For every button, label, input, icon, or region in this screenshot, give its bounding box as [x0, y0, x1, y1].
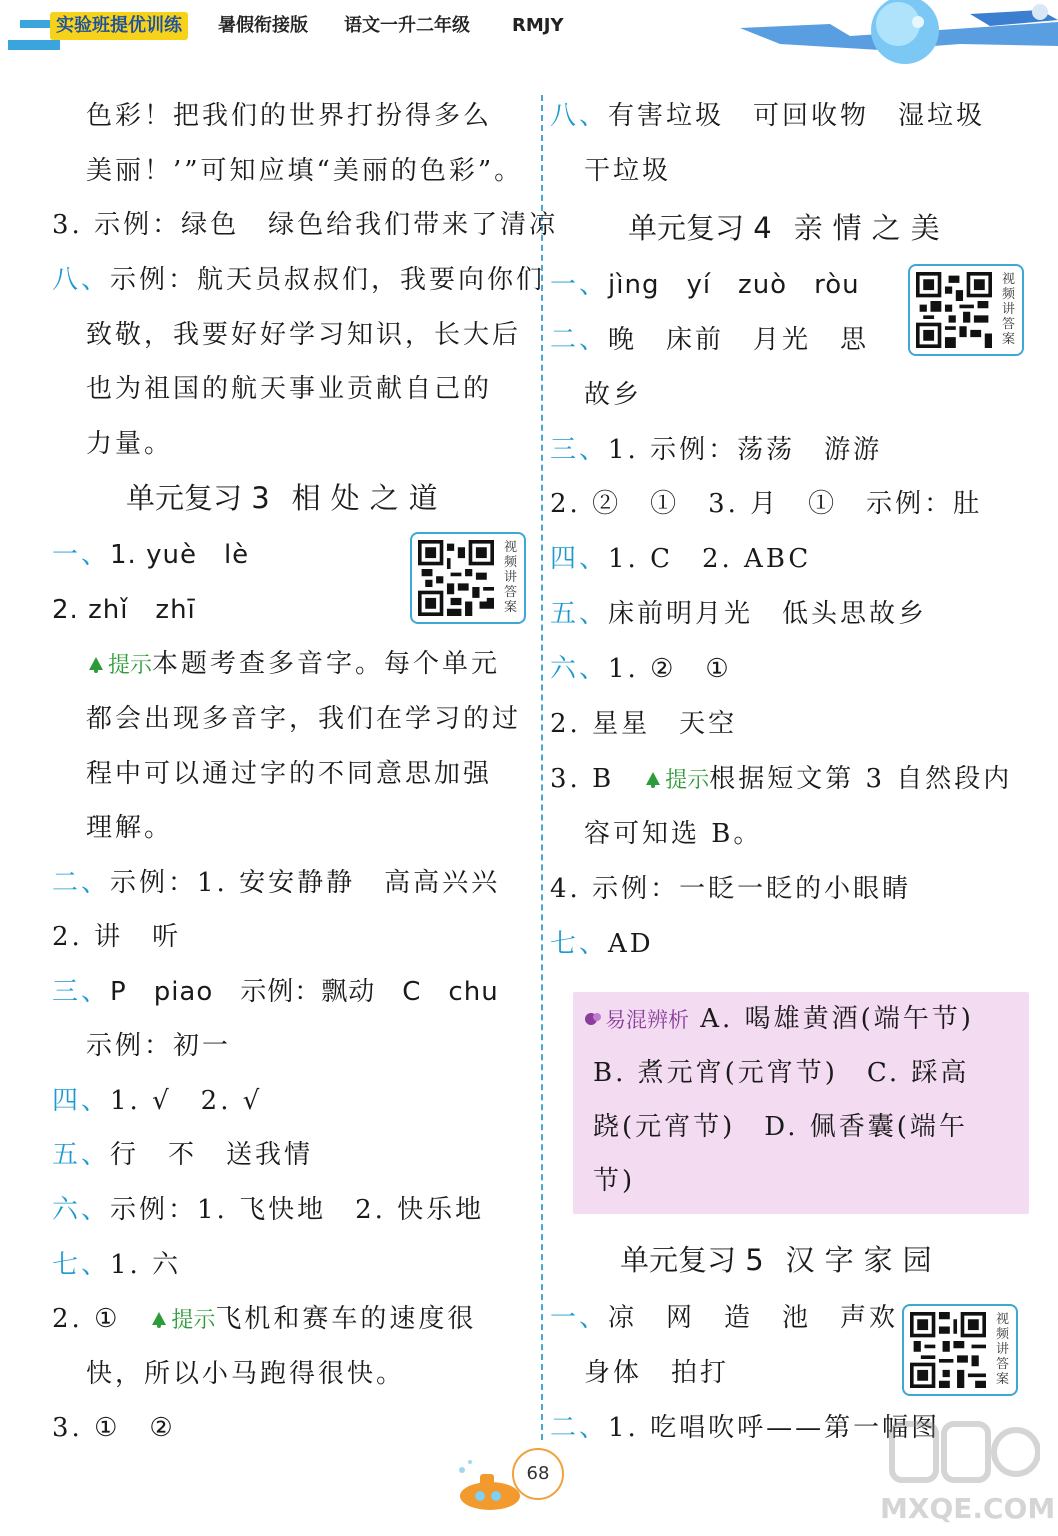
text-line: 六、1. ② ① — [550, 654, 732, 684]
text-line: 3. 示例：绿色 绿色给我们带来了清凉 — [52, 210, 559, 240]
confuse-line: 易混辨析 A. 喝雄黄酒(端午节) — [583, 992, 974, 1046]
text-line: 也为祖国的航天事业贡献自己的 — [86, 374, 493, 404]
text-line: 五、行 不 送我情 — [52, 1140, 314, 1170]
qr-code-unit3[interactable] — [410, 532, 526, 624]
qr-label: 视频讲答案 — [504, 540, 518, 615]
space-planet-illustration — [740, 0, 1058, 78]
text-line: 理解。 — [86, 813, 174, 843]
text-line: 二、晚 床前 月光 思 — [550, 325, 870, 355]
qr-code-unit5[interactable] — [902, 1304, 1018, 1396]
hint-line: 2. ① 提示飞机和赛车的速度很 — [52, 1304, 477, 1334]
section-title-unit4: 单元复习 4 亲情之美 — [628, 211, 950, 245]
qr-label: 视频讲答案 — [996, 1312, 1010, 1387]
hint-line: 3. B 提示根据短文第 3 自然段内 — [550, 764, 1013, 794]
qr-label: 视频讲答案 — [1002, 272, 1016, 347]
qr-code-image — [916, 272, 992, 348]
qr-code-unit4[interactable] — [908, 264, 1024, 356]
text-line: 七、1. 六 — [52, 1250, 182, 1280]
confuse-line: 节) — [593, 1166, 636, 1196]
series-title: 实验班提优训练 — [50, 12, 188, 40]
text-line: 美丽！’”可知应填“美丽的色彩”。 — [86, 156, 524, 186]
text-line: 2. 讲 听 — [52, 922, 182, 952]
text-line: 一、jìng yí zuò ròu — [550, 270, 860, 300]
confusion-note-box — [573, 992, 1029, 1214]
confuse-line: B. 煮元宵(元宵节) C. 踩高 — [593, 1058, 970, 1088]
section-title-unit5: 单元复习 5 汉字家园 — [620, 1243, 942, 1277]
text-line: 4. 示例：一眨一眨的小眼睛 — [550, 874, 912, 904]
text-line: 四、1. √ 2. √ — [52, 1086, 263, 1116]
text-line: 二、示例：1. 安安静静 高高兴兴 — [52, 868, 501, 898]
text-line: 致敬，我要好好学习知识，长大后 — [86, 320, 522, 350]
text-line: 一、凉 网 造 池 声欢 — [550, 1303, 899, 1333]
page-header — [0, 0, 1058, 78]
hint-bell-icon — [149, 1309, 169, 1329]
qr-code-image — [418, 540, 494, 616]
text-line: 身体 拍打 — [584, 1358, 730, 1388]
text-line: 都会出现多音字，我们在学习的过 — [86, 704, 522, 734]
publisher-label: RMJY — [512, 15, 564, 36]
page-number: 68 — [512, 1448, 564, 1500]
text-line: 六、示例：1. 飞快地 2. 快乐地 — [52, 1195, 485, 1225]
hint-bell-icon — [86, 654, 106, 674]
text-line: 四、1. C 2. ABC — [550, 544, 812, 574]
text-line: 2. ② ① 3. 月 ① 示例：肚 — [550, 489, 983, 519]
watermark-url: MXQE.COM — [880, 1492, 1056, 1525]
text-line: 五、床前明月光 低头思故乡 — [550, 599, 928, 629]
watermark — [840, 1418, 1056, 1528]
page-footer — [450, 1442, 590, 1522]
text-line: 程中可以通过字的不同意思加强 — [86, 759, 493, 789]
confuse-line: 跷(元宵节) D. 佩香囊(端午 — [593, 1112, 968, 1142]
text-line: 2. zhǐ zhī — [52, 595, 196, 625]
qr-code-image — [910, 1312, 986, 1388]
subject-label: 语文一升二年级 — [344, 15, 470, 36]
text-line: 二、1. 吃唱吹呼——第一幅图 — [550, 1413, 941, 1443]
hint-bell-icon — [643, 769, 663, 789]
text-line: 示例：初一 — [86, 1031, 232, 1061]
text-line: 七、AD — [550, 929, 654, 959]
text-line: 三、P piao 示例：飘动 C chu — [52, 977, 499, 1007]
text-line: 2. 星星 天空 — [550, 709, 738, 739]
text-line: 干垃圾 — [584, 156, 672, 186]
text-line: 3. ① ② — [52, 1413, 176, 1443]
text-line: 三、1. 示例：荡荡 游游 — [550, 435, 883, 465]
text-line: 一、1. yuè lè — [52, 540, 250, 570]
text-line: 力量。 — [86, 429, 174, 459]
text-line: 色彩！把我们的世界打扮得多么 — [86, 101, 493, 131]
hint-line: 提示本题考查多音字。每个单元 — [52, 640, 500, 688]
text-line: 容可知选 B。 — [584, 819, 763, 849]
edition-label: 暑假衔接版 — [218, 15, 308, 36]
text-line: 故乡 — [584, 380, 643, 410]
confusion-icon — [583, 1009, 603, 1029]
section-title-unit3: 单元复习 3 相处之道 — [126, 481, 448, 515]
text-line: 八、示例：航天员叔叔们，我要向你们 — [52, 265, 546, 295]
text-line: 八、有害垃圾 可回收物 湿垃圾 — [550, 101, 986, 131]
watermark-logo-icon — [840, 1418, 1040, 1492]
text-line: 快，所以小马跑得很快。 — [86, 1359, 406, 1389]
